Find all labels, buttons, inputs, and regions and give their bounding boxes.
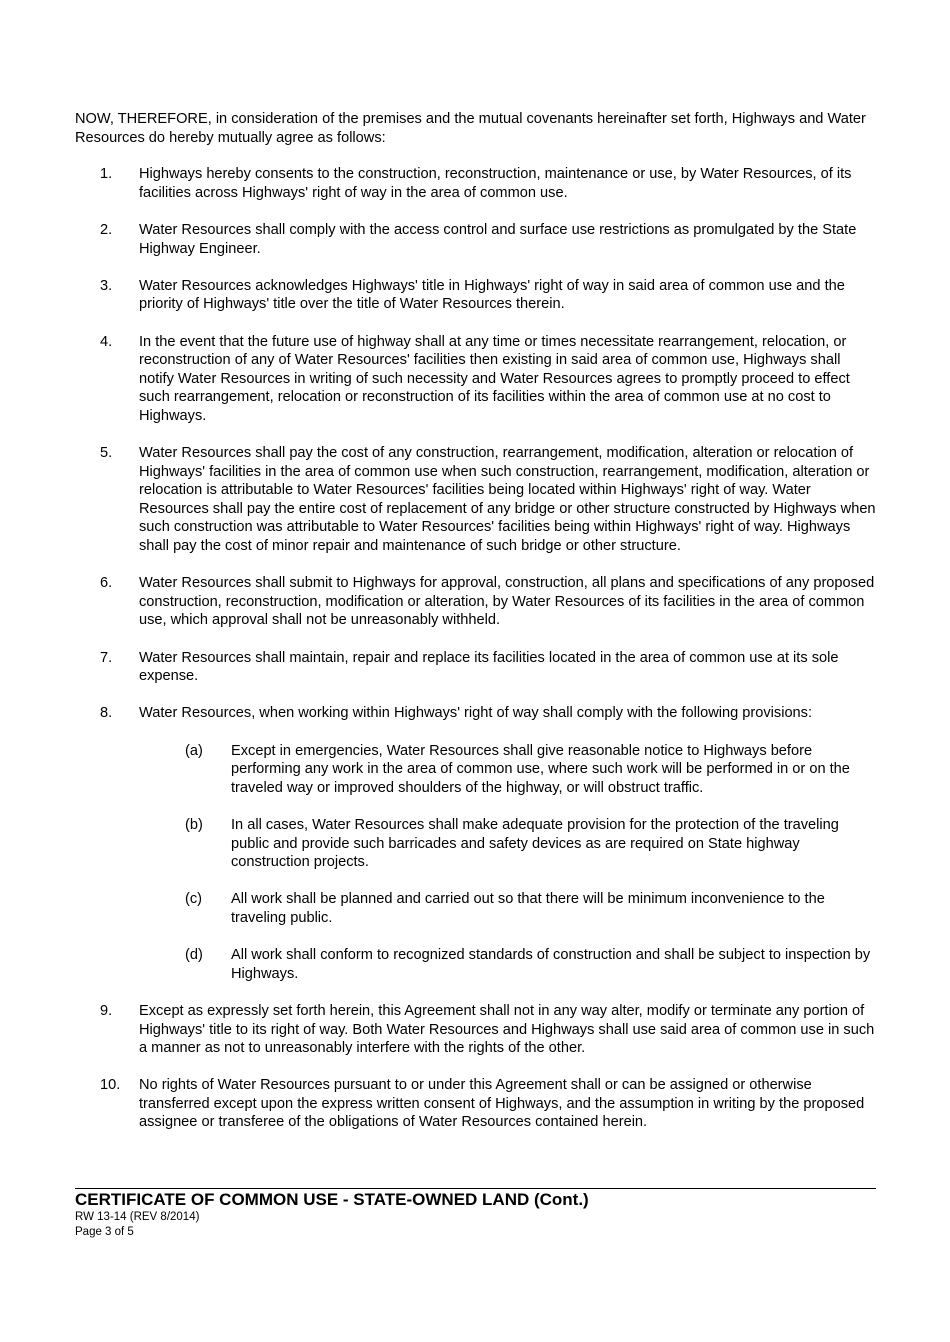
list-item [75, 1002, 876, 1058]
item-text: Water Resources, when working within Highways' right of way shall comply with the following provisions: [139, 705, 813, 722]
provision-item [185, 816, 876, 872]
list-item [75, 704, 876, 983]
footer-title: CERTIFICATE OF COMMON USE - STATE-OWNED LAND (Cont.) [75, 1190, 589, 1209]
provision-text: All work shall conform to recognized standards of construction and shall be subject to inspection by Highways. [231, 947, 871, 982]
item-number: 1. [100, 166, 113, 183]
item-text: Water Resources shall submit to Highways for approval, construction, all plans and specifications of any proposed construction, reconstruction, modification or alteration, by Water Resources of its facilities in the area of common use, which approval shall not be unreasonably withheld. [139, 575, 875, 629]
item-number: 2. [100, 221, 113, 238]
item-number: 8. [100, 705, 113, 722]
page-footer [75, 1188, 876, 1240]
provision-text: Except in emergencies, Water Resources shall give reasonable notice to Highways before performing any work in the area of common use, where such work will be performed in or on the traveled way or improved shoulders of the highway, or will obstruct traffic. [231, 742, 850, 796]
list-item [75, 277, 876, 314]
form-number: RW 13-14 (REV 8/2014) [75, 1211, 200, 1223]
document-body [75, 110, 876, 1151]
intro-paragraph: NOW, THEREFORE, in consideration of the premises and the mutual covenants hereinafter set forth, Highways and Water Resources do hereby mutually agree as follows: [75, 111, 866, 146]
provision-text: In all cases, Water Resources shall make adequate provision for the protection of the traveling public and provide such barricades and safety devices as are required on State highway construction projects. [231, 816, 839, 871]
item-number: 5. [100, 445, 113, 462]
provision-letter: (c) [185, 891, 203, 908]
footer-divider [75, 1188, 876, 1189]
list-item [75, 444, 876, 556]
item-text: Water Resources acknowledges Highways' title in Highways' right of way in said area of common use and the priority of Highways' title over the title of Water Resources therein. [139, 277, 845, 313]
item-text: In the event that the future use of highway shall at any time or times necessitate rearrangement, relocation, or reconstruction of any of Water Resources' facilities then existing in said area of common use, Highways shall notify Water Resources in writing of such necessity and Water Resources agrees to promptly proceed to effect such rearrangement, relocation or reconstruction of its facilities within the area of common use at no cost to Highways. [139, 333, 850, 424]
provision-item [185, 946, 876, 983]
item-number: 4. [100, 333, 113, 350]
provision-letter: (b) [185, 816, 203, 833]
item-number: 9. [100, 1002, 113, 1019]
list-item [75, 1076, 876, 1132]
item-number: 7. [100, 649, 113, 666]
list-item [75, 221, 876, 258]
item-text: Highways hereby consents to the construction, reconstruction, maintenance or use, by Water Resources, of its facilities across Highways' right of way in the area of common use. [139, 166, 852, 201]
item-number: 10. [100, 1077, 121, 1094]
provision-item [185, 890, 876, 927]
list-item [75, 649, 876, 686]
item-text-with-provisions [139, 704, 876, 983]
item-text: Water Resources shall maintain, repair and replace its facilities located in the area of common use at its sole expense. [139, 649, 839, 685]
provisions-list [139, 742, 876, 984]
page-number: Page 3 of 5 [75, 1226, 134, 1238]
provision-text: All work shall be planned and carried out so that there will be minimum inconvenience to the traveling public. [231, 891, 825, 926]
item-text: Water Resources shall pay the cost of any construction, rearrangement, modification, alteration or relocation of Highways' facilities in the area of common use when such construction, rearrangement, modification, alteration or relocation is attributable to Water Resources' facilities being located within Highways' right of way. Water Resources shall pay the entire cost of replacement of any bridge or other structure constructed by Highways when such construction was attributable to Water Resources' facilities being within Highways' right of way. Highways shall pay the cost of minor repair and maintenance of such bridge or other structure. [139, 445, 876, 555]
item-text: Except as expressly set forth herein, this Agreement shall not in any way alter, modify or terminate any portion of Highways' title to its right of way. Both Water Resources and Highways shall use said area of common use in such a manner as not to unreasonably interfere with the rights of the other. [139, 1002, 875, 1057]
provision-item [185, 742, 876, 798]
item-text: Water Resources shall comply with the access control and surface use restrictions as promulgated by the State Highway Engineer. [139, 221, 857, 257]
item-text: No rights of Water Resources pursuant to or under this Agreement shall or can be assigned or otherwise transferred except upon the express written consent of Highways, and the assumption in writing by the proposed assignee or transferee of the obligations of Water Resources contained herein. [139, 1077, 865, 1131]
list-item [75, 333, 876, 426]
list-item [75, 165, 876, 202]
item-number: 6. [100, 575, 113, 592]
item-number: 3. [100, 277, 113, 294]
provision-letter: (a) [185, 742, 203, 759]
provision-letter: (d) [185, 947, 203, 964]
list-item [75, 574, 876, 630]
